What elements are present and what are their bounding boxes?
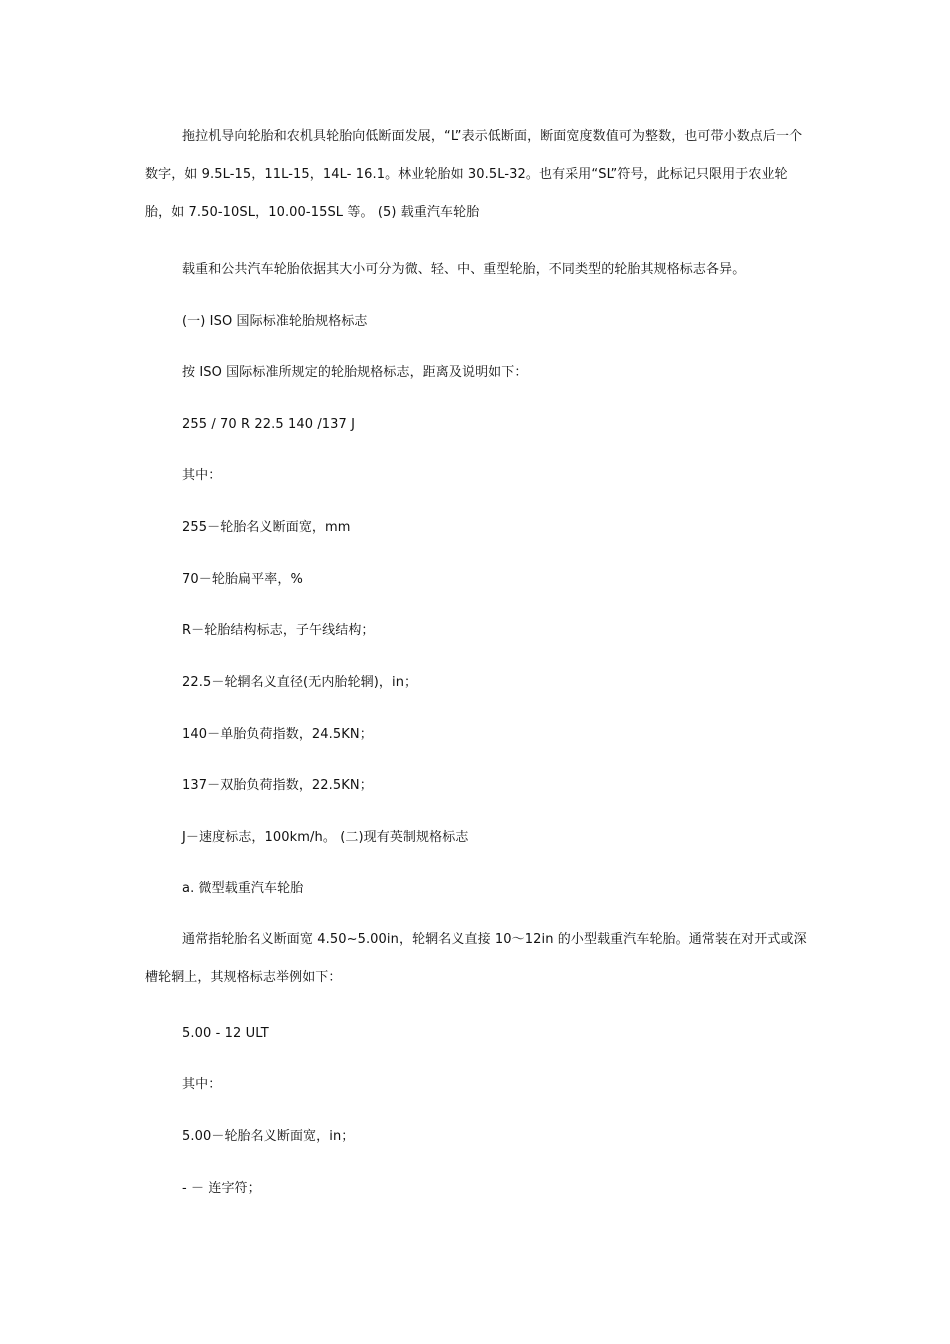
paragraph-tractor-tires: 拖拉机导向轮胎和农机具轮胎向低断面发展，“L”表示低断面，断面宽度数值可为整数，也可带小数点后一个数字，如 9.5L-15，11L-15，14L- 16.1。林业轮胎如 30.5L-32。也有采用“SL”符号，此标记只限用于农业轮胎，如 7.50-10SL，10.00-15SL 等。 (5) 载重汽车轮胎: [145, 129, 803, 220]
paragraph-iso-intro: 按 ISO 国际标准所规定的轮胎规格标志，距离及说明如下：: [182, 365, 528, 380]
tire-spec-example-iso: 255 / 70 R 22.5 140 /137 J: [182, 417, 356, 432]
label-where-2: 其中：: [182, 1077, 222, 1092]
definition-j: J－速度标志，100km/h。 (二)现有英制规格标志: [182, 830, 469, 845]
definition-140: 140－单胎负荷指数，24.5KN；: [182, 727, 373, 742]
tire-spec-example-ult: 5.00 - 12 ULT: [182, 1026, 269, 1041]
paragraph-truck-tire-types: 载重和公共汽车轮胎依据其大小可分为微、轻、中、重型轮胎，不同类型的轮胎其规格标志各异。: [182, 262, 746, 277]
definition-r: R－轮胎结构标志，子午线结构；: [182, 623, 375, 638]
label-where: 其中：: [182, 468, 222, 483]
definition-255: 255－轮胎名义断面宽，mm: [182, 520, 351, 535]
definition-hyphen: - － 连字符；: [182, 1181, 261, 1196]
heading-iso-standard: (一) ISO 国际标准轮胎规格标志: [182, 314, 368, 329]
heading-micro-truck-tires: a. 微型载重汽车轮胎: [182, 881, 304, 896]
definition-70: 70－轮胎扁平率，%: [182, 572, 303, 587]
definition-137: 137－双胎负荷指数，22.5KN；: [182, 778, 373, 793]
paragraph-micro-truck-tires: 通常指轮胎名义断面宽 4.50~5.00in，轮辋名义直接 10～12in 的小型载重汽车轮胎。通常装在对开式或深槽轮辋上，其规格标志举例如下：: [145, 932, 807, 985]
definition-5-00: 5.00－轮胎名义断面宽，in；: [182, 1129, 355, 1144]
definition-22-5: 22.5－轮辋名义直径(无内胎轮辋)，in；: [182, 675, 418, 690]
